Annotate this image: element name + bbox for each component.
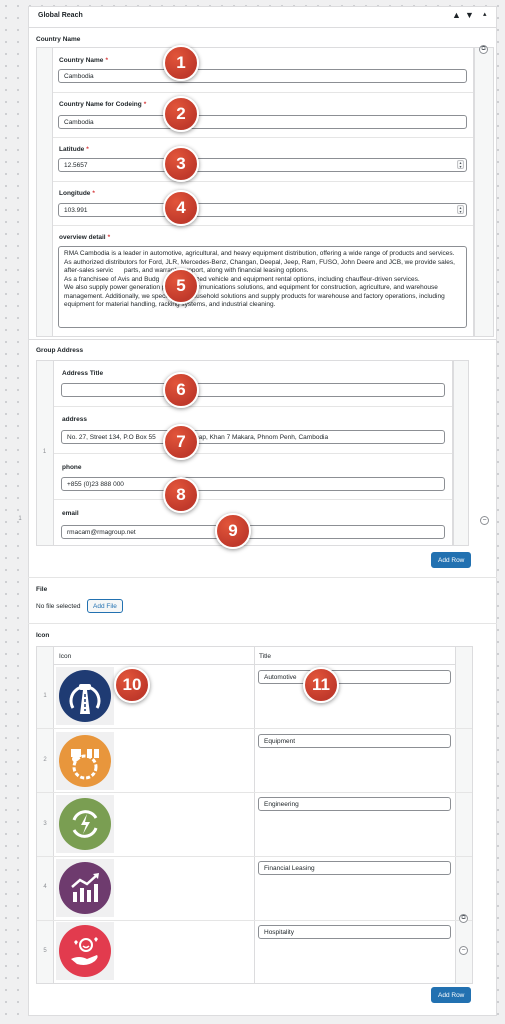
automotive-icon-thumb[interactable] (56, 667, 114, 725)
address-title-label: Address Title (62, 370, 104, 377)
latitude-label: Latitude * (59, 146, 89, 153)
annotation-badge-2: 2 (163, 96, 199, 132)
row-divider (37, 856, 472, 857)
panel-title: Global Reach (38, 12, 83, 19)
country-name-label: Country Name * (59, 57, 108, 64)
row-divider (37, 920, 472, 921)
engineering-icon-thumb[interactable] (56, 795, 114, 853)
row-divider (37, 792, 472, 793)
file-status: No file selected (36, 603, 81, 610)
icon-row-number: 1 (43, 693, 47, 699)
phone-label: phone (62, 464, 82, 471)
duplicate-row-icon[interactable]: ⧉ (479, 45, 488, 54)
annotation-badge-7: 7 (163, 424, 199, 460)
field-divider (53, 181, 473, 182)
country-name-input[interactable] (58, 69, 467, 83)
longitude-label: Longitude * (59, 190, 95, 197)
longitude-spinner-icon[interactable]: ▴ ▾ (457, 205, 464, 214)
recycle-bolt-icon (59, 798, 111, 850)
annotation-badge-10: 10 (114, 667, 150, 703)
title-input-engineering[interactable] (258, 797, 451, 811)
email-input[interactable] (61, 525, 445, 539)
move-down-icon[interactable]: ▼ (465, 10, 474, 20)
group-address-label: Group Address (36, 347, 84, 354)
address-row-actions (453, 360, 469, 546)
field-divider (54, 499, 452, 500)
field-divider (53, 137, 473, 138)
remove-icon-row-icon[interactable]: − (459, 946, 468, 955)
address-label: address (62, 416, 87, 423)
icon-row-number: 5 (43, 948, 47, 954)
icon-row-number: 4 (43, 884, 47, 890)
field-divider (54, 406, 452, 407)
move-up-icon[interactable]: ▲ (452, 10, 461, 20)
annotation-badge-5: 5 (163, 268, 199, 304)
annotation-badge-6: 6 (163, 372, 199, 408)
annotation-badge-1: 1 (163, 45, 199, 81)
toggle-panel-icon[interactable]: ▴ (483, 11, 487, 18)
title-input-automotive[interactable] (258, 670, 451, 684)
field-divider (54, 453, 452, 454)
annotation-badge-3: 3 (163, 146, 199, 182)
longitude-field (58, 203, 467, 217)
outer-row-number: 1 (18, 516, 22, 522)
section-divider (28, 623, 497, 624)
row-actions (474, 47, 494, 337)
phone-input[interactable] (61, 477, 445, 491)
growth-chart-icon (59, 862, 111, 914)
icon-row-actions (456, 647, 472, 983)
icon-section-label: Icon (36, 632, 50, 639)
icon-row-number: 3 (43, 821, 47, 827)
annotation-badge-11: 11 (303, 667, 339, 703)
latitude-spinner-icon[interactable]: ▴ ▾ (457, 160, 464, 169)
icon-row-number: 2 (43, 757, 47, 763)
financial-leasing-icon-thumb[interactable] (56, 859, 114, 917)
latitude-input[interactable] (58, 158, 467, 172)
add-address-row-button[interactable]: Add Row (431, 552, 471, 568)
row-divider (37, 728, 472, 729)
overview-label: overview detail * (59, 234, 111, 241)
col-divider (53, 646, 54, 984)
equipment-icon-thumb[interactable] (56, 732, 114, 790)
tractor-gear-icon (59, 735, 111, 787)
title-input-hospitality[interactable] (258, 925, 451, 939)
annotation-badge-9: 9 (215, 513, 251, 549)
hospitality-icon-thumb[interactable] (56, 922, 114, 980)
road-car-icon (59, 670, 111, 722)
country-coding-input[interactable] (58, 115, 467, 129)
address-input[interactable] (61, 430, 445, 444)
country-section-label: Country Name (36, 36, 81, 43)
address-row-number: 1 (42, 449, 47, 455)
col-divider (254, 646, 255, 984)
latitude-field (58, 158, 467, 172)
section-divider (28, 339, 497, 340)
section-divider (28, 577, 497, 578)
annotation-badge-4: 4 (163, 190, 199, 226)
header-divider (28, 27, 497, 28)
title-input-equipment[interactable] (258, 734, 451, 748)
duplicate-icon-row-icon[interactable]: ⧉ (459, 914, 468, 923)
title-input-financial-leasing[interactable] (258, 861, 451, 875)
annotation-badge-8: 8 (163, 477, 199, 513)
country-coding-label: Country Name for Codeing * (59, 101, 147, 108)
file-label: File (36, 586, 48, 593)
row-handle[interactable] (36, 47, 52, 337)
field-divider (53, 92, 473, 93)
add-icon-row-button[interactable]: Add Row (431, 987, 471, 1003)
overview-textarea[interactable] (58, 246, 467, 328)
col-title-header: Title (259, 653, 272, 660)
add-file-button[interactable]: Add File (87, 599, 123, 613)
email-label: email (62, 510, 79, 517)
heart-hand-icon (59, 925, 111, 977)
remove-row-icon[interactable]: − (480, 516, 489, 525)
longitude-input[interactable] (58, 203, 467, 217)
address-title-input[interactable] (61, 383, 445, 397)
field-divider (53, 225, 473, 226)
col-icon-header: Icon (59, 653, 72, 660)
